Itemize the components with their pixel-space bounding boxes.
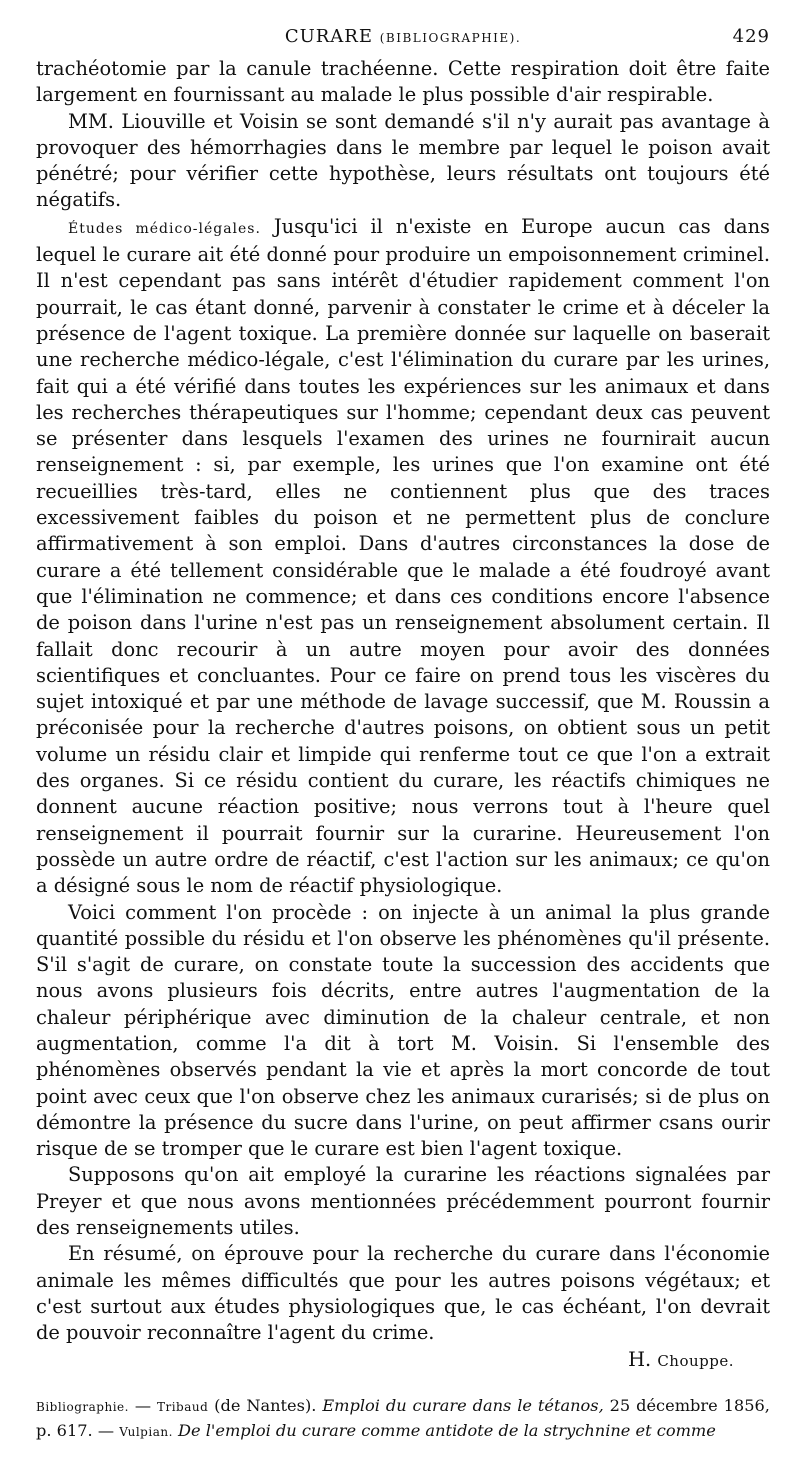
author-signature	[628, 1347, 770, 1374]
bib-details-1: 25 décembre 1856, p. 617.	[36, 1395, 770, 1440]
bib-title-1: Emploi du curare dans le tétanos,	[322, 1395, 604, 1415]
author-name: Chouppe.	[657, 1351, 734, 1370]
bib-title-2: De l'emploi du curare comme antidote de la strychnine et comme	[178, 1420, 716, 1440]
bib-place-1: (de Nantes).	[214, 1395, 317, 1415]
paragraph-6-text: En résumé, on éprouve pour la recherche du curare dans l'économie animale les mêmes difficultés que pour les autres poisons végétaux; et c'est surtout aux études physiologiques que, le cas échéant, l'on devrait de pouvoir reconnaître l'agent du crime.	[36, 1242, 770, 1345]
bib-author-1: Tribaud	[156, 1399, 209, 1414]
paragraph-3	[36, 214, 770, 900]
paragraph-6	[36, 1241, 770, 1346]
running-title-sub: (BIBLIOGRAPHIE).	[379, 31, 522, 45]
bibliography-label: Bibliographie.	[36, 1399, 129, 1414]
paragraph-1: trachéotomie par la canule trachéenne. Cette respiration doit être faite largement en fournissant au malade le plus possible d'air respirable.	[36, 57, 770, 107]
bibliography-dash-1: —	[134, 1395, 152, 1415]
paragraph-3-text: Jusqu'ici il n'existe en Europe aucun cas dans lequel le curare ait été donné pour produire un empoisonnement criminel. Il n'est cependant pas sans intérêt d'étudier rapidement comment l'on pourrait, le cas étant donné, parvenir à constater le crime et à déceler la présence de l'agent toxique. La première donnée sur laquelle on baserait une recherche médico-légale, c'est l'élimination du curare par les urines, fait qui a été vérifié dans toutes les expériences sur les animaux et dans les recherches thérapeutiques sur l'homme; cependant deux cas peuvent se présenter dans lesquels l'examen des urines ne fournirait aucun renseignement : si, par exemple, les urines que l'on examine ont été recueillies très-tard, elles ne contiennent plus que des traces excessivement faibles du poison et ne permettent plus de conclure affirmativement à son emploi. Dans d'autres circonstances la dose de curare a été tellement considérable que le malade a été foudroyé avant que l'élimination ne commence; et dans ces conditions encore l'absence de poison dans l'urine n'est pas un renseignement absolument certain. Il fallait donc recourir à un autre moyen pour avoir des données scientifiques et concluantes. Pour ce faire on prend tous les viscères du sujet intoxiqué et par une méthode de lavage successif, que M. Roussin a préconisée pour la recherche d'autres poisons, on obtient sous un petit volume un résidu clair et limpide qui renferme tout ce que l'on a extrait des organes. Si ce résidu contient du curare, les réactifs chimiques ne donnent aucune réaction positive; nous verrons tout à l'heure quel renseignement il pourrait fournir sur la curarine. Heureusement l'on possède un autre ordre de réactif, c'est l'action sur les animaux; ce qu'on a désigné sous le nom de réactif physiologique.	[36, 214, 771, 898]
running-title	[36, 26, 770, 47]
bibliography	[36, 1394, 770, 1444]
paragraph-4: Voici comment l'on procède : on injecte à un animal la plus grande quantité possible du résidu et l'on observe les phénomènes qu'il présente. S'il s'agit de curare, on constate toute la succession des accidents que nous avons plusieurs fois décrits, entre autres l'augmentation de la chaleur périphérique avec diminution de la chaleur centrale, et non augmentation, comme l'a dit à tort M. Voisin. Si l'ensemble des phénomènes observés pendant la vie et après la mort concorde de tout point avec ceux que l'on observe chez les animaux curarisés; si de plus on démontre la présence du sucre dans l'urine, on peut affirmer csans ourir risque de se tromper que le curare est bien l'agent toxique.	[36, 900, 770, 1161]
signature-line	[36, 1347, 770, 1374]
bib-author-2: Vulpian.	[119, 1424, 173, 1439]
running-head	[36, 26, 770, 56]
section-heading: Études médico-légales.	[68, 220, 261, 237]
page	[36, 26, 770, 1444]
article-body	[36, 56, 770, 1374]
paragraph-5: Supposons qu'on ait employé la curarine les réactions signalées par Preyer et que nous avons mentionnées précédemment pourront fournir des renseignements utiles.	[36, 1163, 770, 1240]
bibliography-dash-2: —	[97, 1420, 115, 1440]
running-title-main: CURARE	[284, 26, 373, 47]
paragraph-2: MM. Liouville et Voisin se sont demandé s'il n'y aurait pas avantage à provoquer des hémorrhagies dans le membre par lequel le poison avait pénétré; pour vérifier cette hypothèse, leurs résultats ont toujours été négatifs.	[36, 109, 770, 212]
page-number: 429	[732, 26, 770, 47]
author-initial: H.	[628, 1347, 652, 1371]
